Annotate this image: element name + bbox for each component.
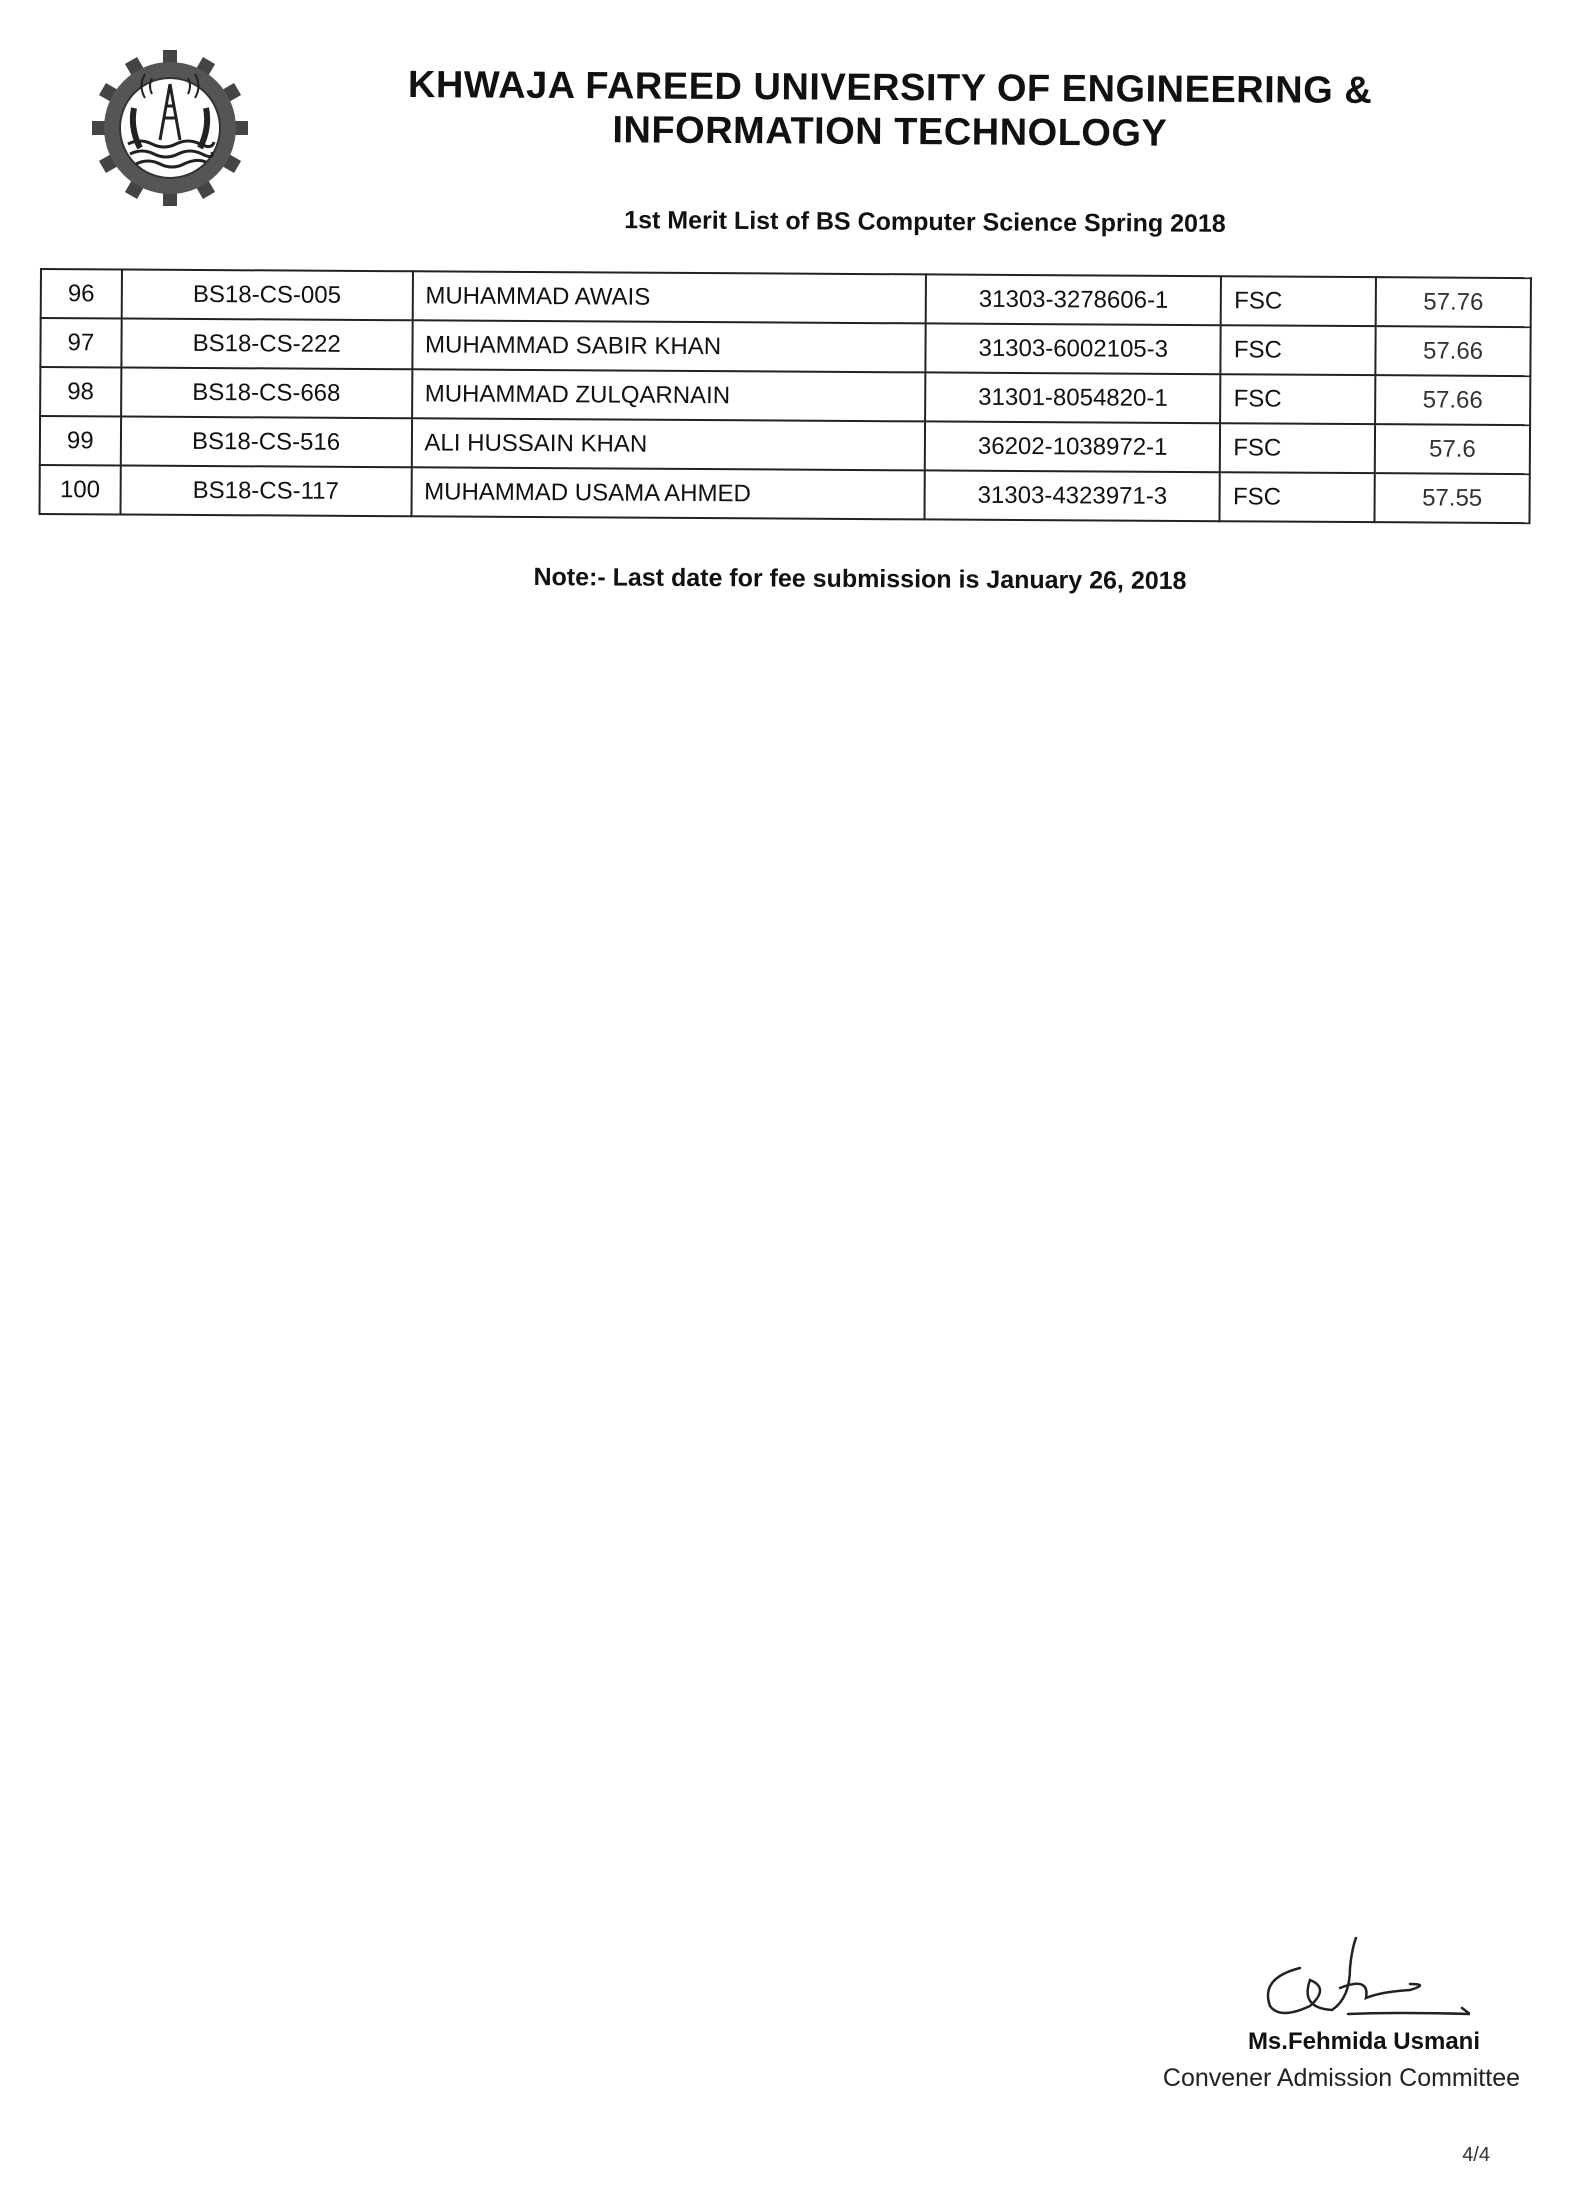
university-title-line-2: INFORMATION TECHNOLOGY: [612, 109, 1168, 155]
name-cell: ALI HUSSAIN KHAN: [411, 418, 925, 470]
cnic-cell: 36202-1038972-1: [925, 421, 1221, 472]
roll-number-cell: BS18-CS-222: [121, 318, 412, 369]
marks-cell: 57.76: [1376, 277, 1531, 327]
serial-cell: 99: [40, 416, 121, 465]
cnic-cell: 31303-4323971-3: [925, 470, 1221, 521]
roll-number-cell: BS18-CS-516: [121, 416, 412, 467]
name-cell: MUHAMMAD ZULQARNAIN: [412, 369, 926, 421]
serial-cell: 97: [40, 318, 121, 367]
qualification-cell: FSC: [1220, 374, 1375, 424]
university-title: [330, 63, 1451, 158]
roll-number-cell: BS18-CS-117: [120, 465, 411, 516]
fee-submission-note: Note:- Last date for fee submission is January 26, 2018: [533, 563, 1187, 595]
page-number: 4/4: [1462, 2144, 1490, 2166]
cnic-cell: 31301-8054820-1: [925, 372, 1221, 423]
merit-list-title: 1st Merit List of BS Computer Science Spring 2018: [624, 206, 1226, 238]
serial-cell: 96: [41, 269, 122, 318]
marks-cell: 57.66: [1375, 326, 1530, 376]
marks-cell: 57.66: [1375, 375, 1530, 425]
marks-cell: 57.55: [1375, 473, 1530, 523]
serial-cell: 100: [39, 465, 120, 514]
name-cell: MUHAMMAD SABIR KHAN: [412, 320, 926, 372]
university-logo: [90, 48, 250, 208]
cnic-cell: 31303-3278606-1: [926, 274, 1222, 325]
marks-cell: 57.6: [1375, 424, 1530, 474]
signatory-name: Ms.Fehmida Usmani: [1247, 2028, 1480, 2055]
qualification-cell: FSC: [1221, 325, 1376, 375]
table-row: [39, 465, 1529, 523]
qualification-cell: FSC: [1220, 423, 1375, 473]
cnic-cell: 31303-6002105-3: [926, 323, 1222, 374]
roll-number-cell: BS18-CS-005: [121, 269, 412, 320]
qualification-cell: FSC: [1221, 276, 1376, 326]
qualification-cell: FSC: [1220, 472, 1375, 522]
serial-cell: 98: [40, 367, 121, 416]
university-title-line-1: KHWAJA FAREED UNIVERSITY OF ENGINEERING &: [407, 64, 1373, 112]
signatory-role: Convener Admission Committee: [1162, 2064, 1520, 2092]
merit-table: [38, 268, 1531, 524]
name-cell: MUHAMMAD AWAIS: [412, 271, 926, 323]
roll-number-cell: BS18-CS-668: [121, 367, 412, 418]
handwritten-signature: [1240, 1928, 1470, 2038]
name-cell: MUHAMMAD USAMA AHMED: [411, 467, 925, 519]
